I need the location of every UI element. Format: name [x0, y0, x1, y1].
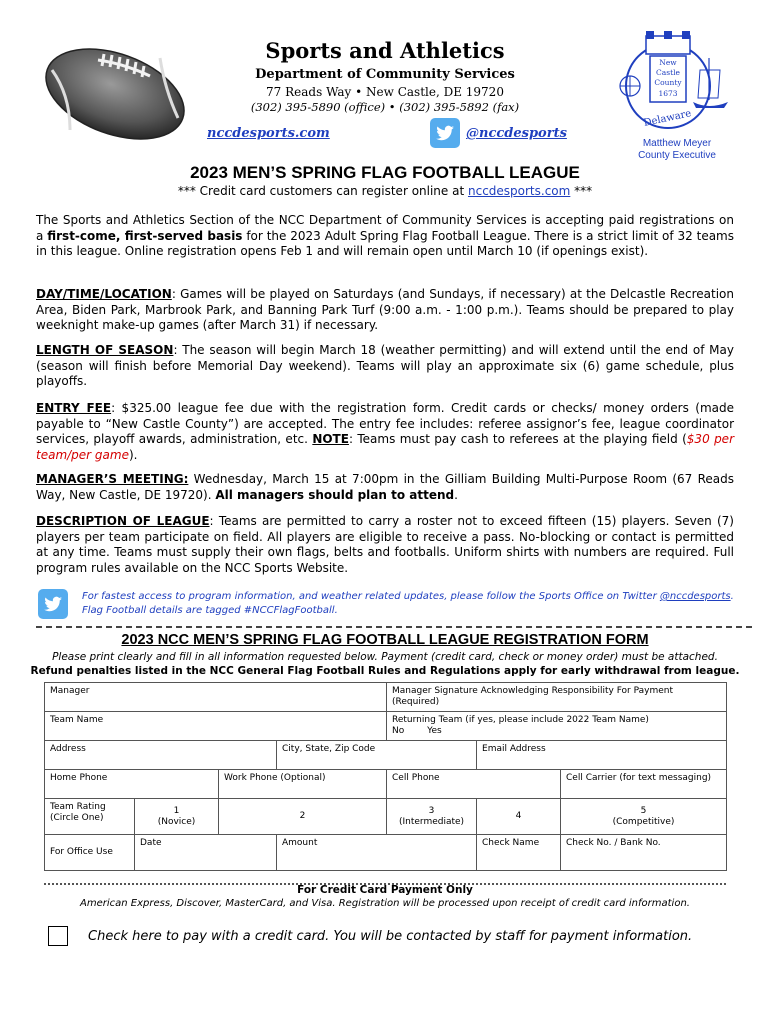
- executive-title: County Executive: [638, 150, 716, 161]
- manager-signature-label: Manager Signature Acknowledging Responsibility For Payment (Required): [392, 686, 674, 707]
- table-row: [45, 712, 727, 741]
- rating-option-4[interactable]: [477, 799, 561, 835]
- office-amount-label: Amount: [282, 838, 318, 848]
- length-of-season-paragraph: [36, 343, 734, 390]
- day-heading: DAY/TIME/LOCATION: [36, 287, 172, 301]
- twitter-note-suffix: .: [730, 591, 734, 602]
- twitter-note-link[interactable]: @nccdesports: [659, 591, 731, 602]
- returning-yes-option[interactable]: Yes: [427, 726, 442, 736]
- rating-option-1[interactable]: [135, 799, 219, 835]
- table-row: [45, 835, 727, 871]
- office-check-no-label: Check No. / Bank No.: [566, 838, 661, 848]
- cell-carrier-field[interactable]: [561, 770, 727, 799]
- mgr-end: .: [454, 487, 458, 502]
- entry-end: ).: [128, 447, 138, 462]
- football-image: [40, 40, 190, 148]
- email-label: Email Address: [482, 744, 546, 754]
- intro-text: The Sports and Athletics Section of the NCC Department of Community Services is accepting paid registrations on a: [36, 213, 734, 243]
- cc-note-prefix: *** Credit card customers can register online at: [177, 184, 468, 198]
- managers-meeting-paragraph: [36, 472, 734, 503]
- online-registration-note: [0, 184, 770, 198]
- credit-card-heading: For Credit Card Payment Only: [297, 884, 473, 896]
- entry-text: : $325.00 league fee due with the registration form. Credit cards or checks/ money orders (made payable to “New Castle County”) are accepted. The entry fee includes: referee assignor’s fee, league coordinator services, playoff awards, administration, etc.: [36, 401, 735, 446]
- team-name-label: Team Name: [50, 715, 104, 725]
- website-link[interactable]: nccdesports.com: [207, 126, 330, 141]
- cell-phone-label: Cell Phone: [392, 773, 440, 783]
- cut-line: [36, 626, 752, 628]
- twitter-note-prefix: For fastest access to program information, and weather related updates, please follow the Sports Office on Twitter: [82, 591, 660, 602]
- desc-heading: DESCRIPTION OF LEAGUE: [36, 514, 210, 528]
- intro-text-2: for the 2023 Adult Spring Flag Football League. There is a strict limit of 32 teams in this league. Online registration opens Feb 1 and will remain open until March 10 (if openings exist).: [36, 228, 734, 258]
- cell-phone-field[interactable]: [387, 770, 561, 799]
- team-name-field[interactable]: [45, 712, 387, 741]
- entry-note-heading: NOTE: [312, 432, 349, 446]
- office-check-no-field[interactable]: [561, 835, 727, 871]
- home-phone-field[interactable]: [45, 770, 219, 799]
- registration-form-table: [44, 682, 727, 871]
- desc-text: : Teams are permitted to carry a roster not to exceed fifteen (15) players. Seven (7) players per team participate on field. All players are eligible to receive a pass. No-blocking or contact is permitted at any time. Teams must supply their own flags, belts and footballs. Uniform shirts with numbers are required. Full program rules available on the NCC Sports Website.: [36, 514, 734, 575]
- office-date-label: Date: [140, 838, 162, 848]
- rating-1-number: 1: [173, 805, 180, 816]
- rating-3-label: (Intermediate): [398, 816, 465, 827]
- county-seal-logo: [608, 28, 738, 133]
- rating-1-label: (Novice): [157, 816, 196, 827]
- referee-fee: $30 per team/per game: [36, 432, 734, 462]
- credit-card-checkbox[interactable]: [48, 926, 68, 946]
- seal-text-delaware: Delaware: [642, 108, 693, 129]
- mgr-bold: All managers should plan to attend: [215, 487, 455, 502]
- length-text: : The season will begin March 18 (weather permitting) and will extend until the end of May (season will finish before Memorial Day weekend). Teams will play an approximate six (6) game schedule, plus playoffs.: [36, 343, 734, 388]
- mgr-text: Wednesday, March 15 at 7:00pm in the Gilliam Building Multi-Purpose Room (67 Reads Way, New Castle, DE 19720).: [36, 472, 734, 502]
- rating-option-3[interactable]: [387, 799, 477, 835]
- credit-card-checkbox-label: Check here to pay with a credit card. You will be contacted by staff for payment information.: [88, 929, 693, 944]
- city-state-zip-field[interactable]: [277, 741, 477, 770]
- table-row: [45, 770, 727, 799]
- manager-field[interactable]: [45, 683, 387, 712]
- office-use-label-cell: [45, 835, 135, 871]
- office-check-name-field[interactable]: [477, 835, 561, 871]
- intro-paragraph: [36, 213, 734, 260]
- rating-option-2[interactable]: [219, 799, 387, 835]
- accepted-cards: American Express, Discover, MasterCard, and Visa. Registration will be processed upon receipt of credit card information.: [80, 898, 690, 909]
- manager-signature-field[interactable]: [387, 683, 727, 712]
- twitter-icon: [430, 118, 460, 148]
- address-field[interactable]: [45, 741, 277, 770]
- entry-heading: ENTRY FEE: [36, 401, 112, 415]
- rating-5-label: (Competitive): [612, 816, 675, 827]
- table-row: [45, 683, 727, 712]
- email-field[interactable]: [477, 741, 727, 770]
- work-phone-field[interactable]: [219, 770, 387, 799]
- office-date-field[interactable]: [135, 835, 277, 871]
- table-row: [45, 741, 727, 770]
- department-name: Department of Community Services: [255, 67, 515, 82]
- org-address: 77 Reads Way • New Castle, DE 19720: [266, 85, 504, 99]
- returning-no-option[interactable]: No: [392, 726, 405, 736]
- seal-text-county: County: [654, 78, 682, 87]
- circle-one-label: (Circle One): [50, 813, 104, 823]
- county-executive: [612, 138, 742, 162]
- city-state-zip-label: City, State, Zip Code: [282, 744, 376, 754]
- office-use-label: For Office Use: [50, 847, 113, 857]
- intro-bold: first-come, first-served basis: [47, 228, 243, 243]
- seal-text-year: 1673: [658, 89, 678, 98]
- office-amount-field[interactable]: [277, 835, 477, 871]
- cc-note-link[interactable]: nccdesports.com: [467, 184, 571, 198]
- returning-team-field[interactable]: [387, 712, 727, 741]
- team-rating-label: Team Rating: [50, 802, 106, 812]
- executive-name: Matthew Meyer: [642, 138, 712, 149]
- entry-fee-paragraph: [36, 401, 734, 463]
- cc-note-suffix: ***: [570, 184, 593, 198]
- table-row: [45, 799, 727, 835]
- form-title: 2023 NCC MEN’S SPRING FLAG FOOTBALL LEAGUE REGISTRATION FORM: [121, 632, 649, 648]
- rating-5-number: 5: [640, 805, 647, 816]
- cell-carrier-label: Cell Carrier (for text messaging): [566, 773, 712, 783]
- day-text: : Games will be played on Saturdays (and Sundays, if necessary) at the Delcastle Recreation Area, Biden Park, Marbrook Park, and Banning Park Turf (9:00 a.m. - 1:00 p.m.). Teams should be prepared to play weeknight make-up games (after March 31) if necessary.: [36, 287, 734, 332]
- mgr-heading: MANAGER’S MEETING:: [36, 472, 189, 486]
- day-time-location-paragraph: [36, 287, 734, 334]
- team-rating-label-cell: [45, 799, 135, 835]
- manager-label: Manager: [50, 686, 90, 696]
- rating-4-number: 4: [515, 811, 522, 821]
- twitter-handle-link[interactable]: @nccdesports: [466, 126, 567, 141]
- form-instructions: Please print clearly and fill in all information requested below. Payment (credit card, check or money order) must be attached.: [52, 651, 718, 663]
- org-title: Sports and Athletics: [265, 38, 505, 63]
- work-phone-label: Work Phone (Optional): [224, 773, 326, 783]
- twitter-note-hashtag: Flag Football details are tagged #NCCFlagFootball.: [82, 605, 338, 616]
- description-paragraph: [36, 514, 734, 576]
- seal-text-castle: Castle: [656, 68, 680, 77]
- twitter-note: [82, 590, 742, 618]
- rating-2-number: 2: [299, 811, 306, 821]
- twitter-note-line1: [82, 590, 742, 604]
- length-heading: LENGTH OF SEASON: [36, 343, 174, 357]
- office-check-name-label: Check Name: [482, 838, 540, 848]
- twitter-icon: [38, 589, 68, 619]
- seal-text-new: New: [659, 58, 677, 67]
- rating-option-5[interactable]: [561, 799, 727, 835]
- address-label: Address: [50, 744, 86, 754]
- refund-notice: Refund penalties listed in the NCC General Flag Football Rules and Regulations apply for early withdrawal from league.: [30, 665, 740, 677]
- rating-3-number: 3: [428, 805, 435, 816]
- entry-note-text: : Teams must pay cash to referees at the playing field (: [348, 432, 687, 446]
- league-title: 2023 MEN’S SPRING FLAG FOOTBALL LEAGUE: [190, 163, 580, 182]
- home-phone-label: Home Phone: [50, 773, 108, 783]
- returning-team-label: Returning Team (if yes, please include 2022 Team Name): [392, 715, 649, 725]
- org-phones: (302) 395-5890 (office) • (302) 395-5892 (fax): [250, 100, 520, 114]
